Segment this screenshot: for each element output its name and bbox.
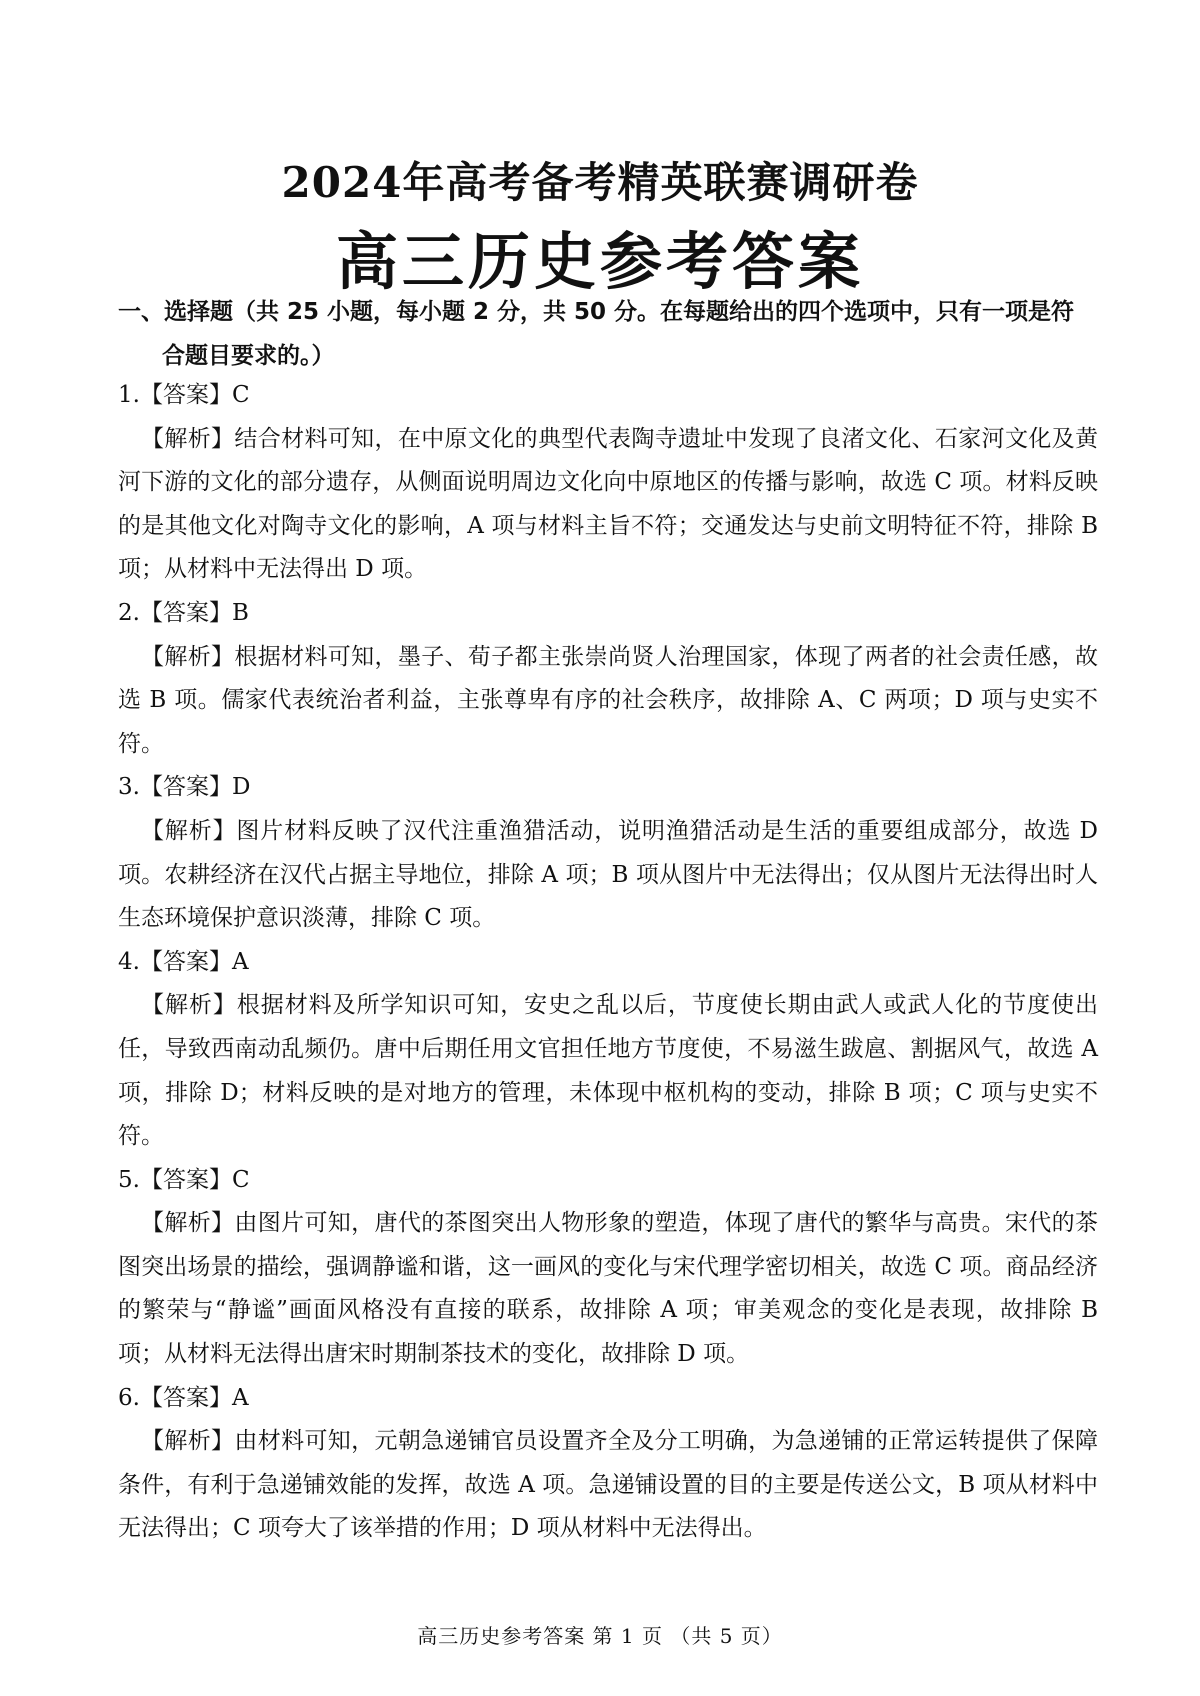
answer-label: 5.【答案】C xyxy=(118,1166,250,1193)
document-subtitle: 高三历史参考答案 xyxy=(335,225,864,298)
answer-label: 2.【答案】B xyxy=(118,599,249,626)
question-item xyxy=(118,941,1098,1159)
explanation-text: 【解析】由图片可知，唐代的茶图突出人物形象的塑造，体现了唐代的繁华与高贵。宋代的茶图突出场景的描绘，强调静谧和谐，这一画风的变化与宋代理学密切相关，故选 C 项。商品经济的繁荣与“静谧”画面风格没有直接的联系，故排除 A 项；审美观念的变化是表现，故排除 B 项；从材料无法得出唐宋时期制茶技术的变化，故排除 D 项。 xyxy=(118,1210,1098,1368)
answer-label: 6.【答案】A xyxy=(118,1384,249,1411)
answer-label: 4.【答案】A xyxy=(118,948,249,975)
section-heading-line2: 合题目要求的。） xyxy=(162,343,335,369)
section-heading xyxy=(118,290,1118,378)
question-item xyxy=(118,374,1098,592)
explanation-text: 【解析】结合材料可知，在中原文化的典型代表陶寺遗址中发现了良渚文化、石家河文化及黄河下游的文化的部分遗存，从侧面说明周边文化向中原地区的传播与影响，故选 C 项。材料反映的是其他文化对陶寺文化的影响，A 项与材料主旨不符；交通发达与史前文明特征不符，排除 B 项；从材料中无法得出 D 项。 xyxy=(118,425,1098,583)
page-footer: 高三历史参考答案 第 1 页 （共 5 页） xyxy=(417,1624,783,1648)
document-title: 2024年高考备考精英联赛调研卷 xyxy=(281,158,919,207)
section-heading-line1: 一、选择题（共 25 小题，每小题 2 分，共 50 分。在每题给出的四个选项中，只有一项是符 xyxy=(118,299,1075,325)
explanation-text: 【解析】由材料可知，元朝急递铺官员设置齐全及分工明确，为急递铺的正常运转提供了保障条件，有利于急递铺效能的发挥，故选 A 项。急递铺设置的目的主要是传送公文，B 项从材料中无法得出；C 项夸大了该举措的作用；D 项从材料中无法得出。 xyxy=(118,1428,1098,1542)
question-item xyxy=(118,592,1098,766)
answer-label: 1.【答案】C xyxy=(118,382,250,408)
question-item xyxy=(118,766,1098,940)
explanation-text: 【解析】根据材料及所学知识可知，安史之乱以后，节度使长期由武人或武人化的节度使出任，导致西南动乱频仍。唐中后期任用文官担任地方节度使，不易滋生跋扈、割据风气，故选 A 项，排除 D；材料反映的是对地方的管理，未体现中枢机构的变动，排除 B 项；C 项与史实不符。 xyxy=(118,992,1098,1150)
question-item xyxy=(118,1377,1098,1551)
answer-label: 3.【答案】D xyxy=(118,774,251,801)
question-item xyxy=(118,1159,1098,1377)
explanation-text: 【解析】根据材料可知，墨子、荀子都主张崇尚贤人治理国家，体现了两者的社会责任感，故选 B 项。儒家代表统治者利益，主张尊卑有序的社会秩序，故排除 A、C 两项；D 项与史实不符。 xyxy=(118,643,1098,757)
answer-list xyxy=(118,374,1098,1551)
explanation-text: 【解析】图片材料反映了汉代注重渔猎活动，说明渔猎活动是生活的重要组成部分，故选 D 项。农耕经济在汉代占据主导地位，排除 A 项；B 项从图片中无法得出；仅从图片无法得出时人生态环境保护意识淡薄，排除 C 项。 xyxy=(118,817,1098,932)
